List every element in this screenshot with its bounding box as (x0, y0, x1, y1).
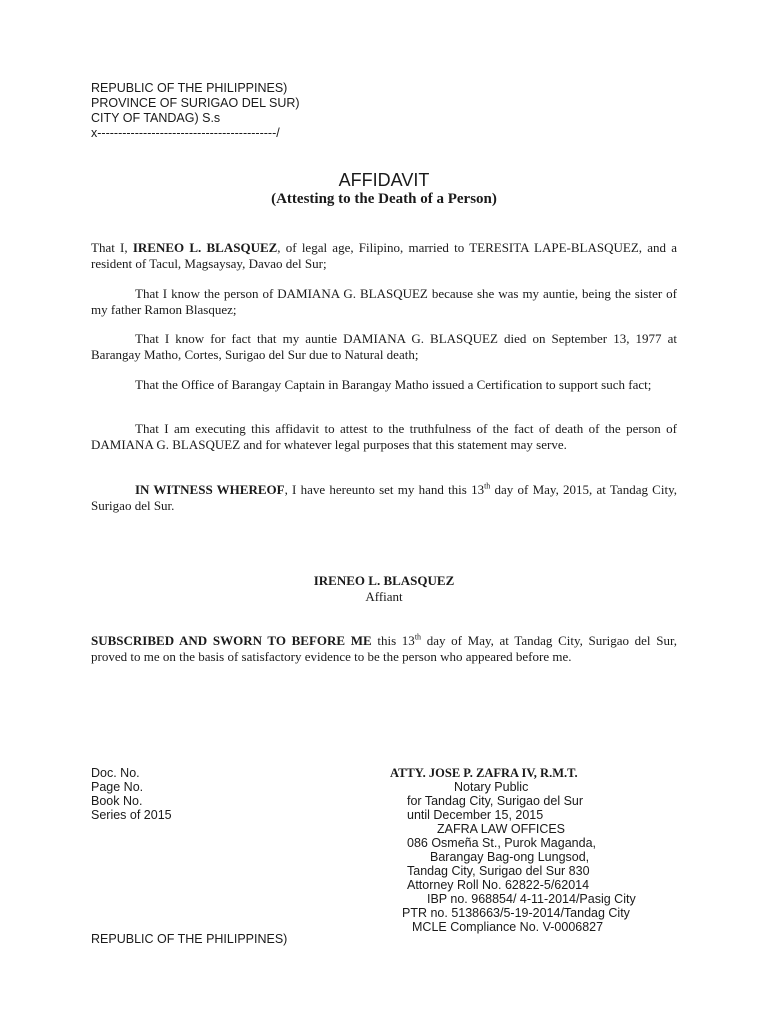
book-no: Book No. (91, 794, 143, 808)
jurat-paragraph (91, 633, 677, 664)
jurat-sup: th (414, 632, 422, 642)
paragraph-identity (91, 240, 677, 271)
p3-text: That I know for fact that my auntie DAMIANA G. BLASQUEZ died on September 13, 1977 at Barangay Matho, Cortes, Surigao del Sur due to Natural death; (91, 331, 677, 362)
p6-sup: th (484, 481, 491, 491)
notary-address-3: Tandag City, Surigao del Sur 830 (407, 864, 590, 878)
p2-text: That I know the person of DAMIANA G. BLASQUEZ because she was my auntie, being the sister of my father Ramon Blasquez; (91, 286, 677, 317)
notary-address-1: 086 Osmeña St., Purok Maganda, (407, 836, 596, 850)
p4-text: That the Office of Barangay Captain in Barangay Matho issued a Certification to support such fact; (135, 377, 652, 392)
caption-line-city: CITY OF TANDAG) S.s (91, 111, 221, 125)
caption-line-republic: REPUBLIC OF THE PHILIPPINES) (91, 81, 288, 95)
affiant-label: Affiant (365, 589, 403, 604)
p6-post: day of May, 2015, at Tandag City, Surigao del Sur. (91, 482, 677, 513)
affiant-name-inline: IRENEO L. BLASQUEZ (132, 240, 278, 255)
paragraph-purpose (91, 421, 677, 452)
affiant-signature-name: IRENEO L. BLASQUEZ (313, 573, 455, 588)
paragraph-witness (91, 482, 677, 513)
jurat-post: day of May, at Tandag City, Surigao del Sur, proved to me on the basis of satisfactory evidence to be the person who appeared before me. (91, 633, 677, 664)
p1-pre: That I, (91, 240, 133, 255)
notary-ibp: IBP no. 968854/ 4-11-2014/Pasig City (427, 892, 636, 906)
p6-pre: , I have hereunto set my hand this 13 (284, 482, 485, 497)
notary-jurisdiction: for Tandag City, Surigao del Sur (407, 794, 584, 808)
notary-ptr: PTR no. 5138663/5-19-2014/Tandag City (402, 906, 630, 920)
witness-whereof: IN WITNESS WHEREOF (135, 482, 285, 497)
notary-roll-no: Attorney Roll No. 62822-5/62014 (407, 878, 590, 892)
caption-line-province: PROVINCE OF SURIGAO DEL SUR) (91, 96, 300, 110)
p5-text: That I am executing this affidavit to attest to the truthfulness of the fact of death of the person of DAMIANA G. BLASQUEZ and for whatever legal purposes that this statement may serve. (91, 421, 677, 452)
notary-name: ATTY. JOSE P. ZAFRA IV, R.M.T. (390, 766, 578, 780)
notary-commission-until: until December 15, 2015 (407, 808, 544, 822)
p1-post: , of legal age, Filipino, married to TERESITA LAPE-BLASQUEZ, and a resident of Tacul, Magsaysay, Davao del Sur; (91, 240, 677, 271)
jurat-pre: this 13 (371, 633, 415, 648)
paragraph-relation (91, 286, 677, 317)
notary-title: Notary Public (454, 780, 529, 794)
notary-address-2: Barangay Bag-ong Lungsod, (430, 850, 590, 864)
paragraph-death (91, 331, 677, 362)
venue-caption (91, 81, 300, 141)
notary-block (390, 766, 636, 934)
page-no: Page No. (91, 780, 144, 794)
caption-line-separator: x-------------------------------------------/ (91, 126, 280, 140)
jurat-bold: SUBSCRIBED AND SWORN TO BEFORE ME (91, 633, 372, 648)
doc-register-info (91, 766, 172, 822)
document-title: AFFIDAVIT (338, 170, 430, 190)
series-year: Series of 2015 (91, 808, 172, 822)
next-page-caption: REPUBLIC OF THE PHILIPPINES) (91, 932, 288, 946)
notary-mcle: MCLE Compliance No. V-0006827 (412, 920, 604, 934)
paragraph-certification (91, 377, 677, 393)
doc-no: Doc. No. (91, 766, 140, 780)
document-subtitle: (Attesting to the Death of a Person) (271, 191, 497, 207)
notary-office: ZAFRA LAW OFFICES (437, 822, 566, 836)
